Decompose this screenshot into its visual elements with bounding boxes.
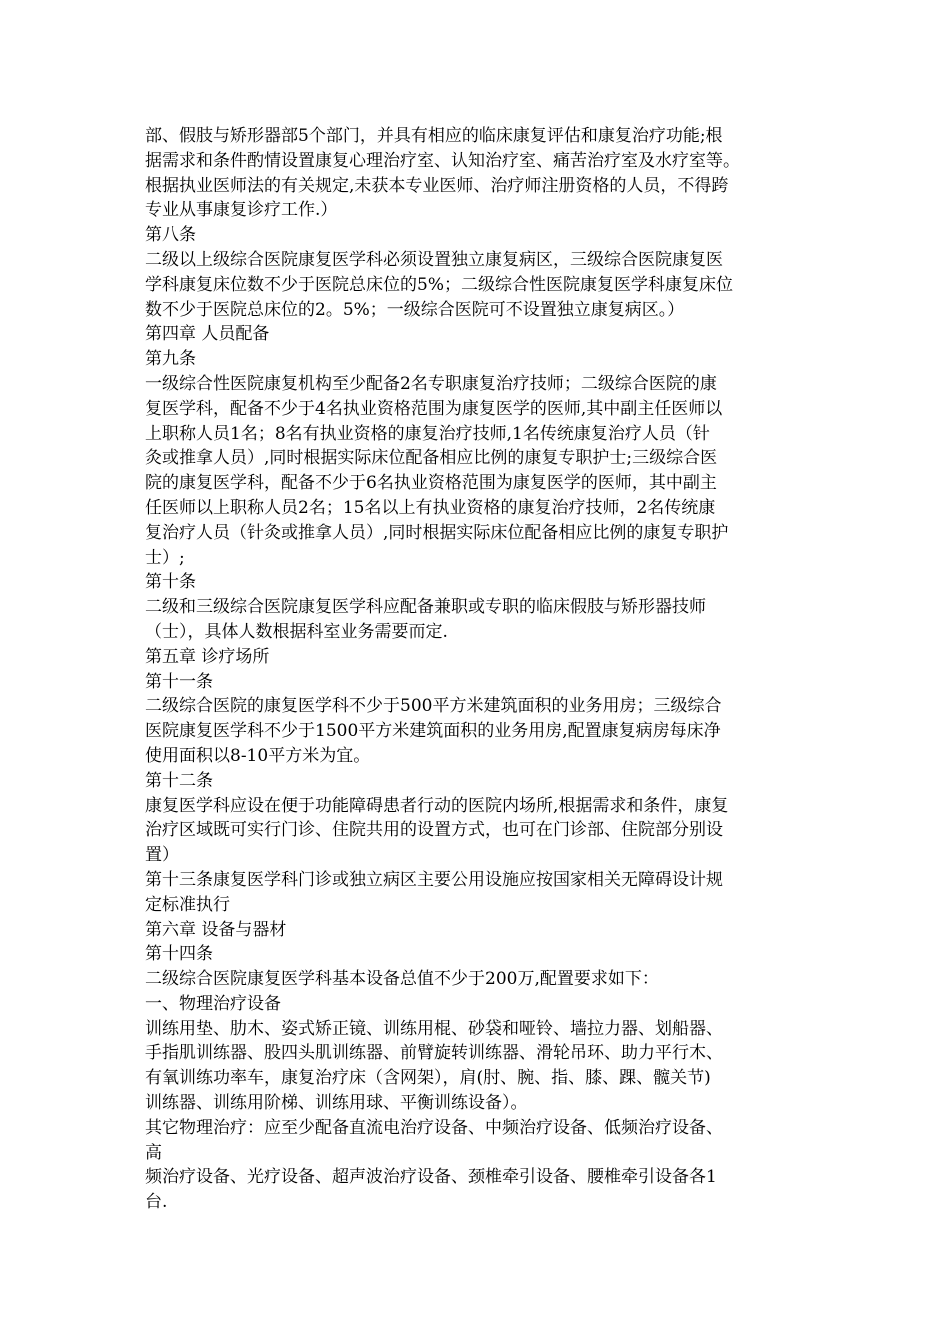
text-line: 第五章 诊疗场所 — [145, 646, 270, 667]
text-line: 第九条 — [145, 349, 196, 370]
text-line: 频治疗设备、光疗设备、超声波治疗设备、颈椎牵引设备、腰椎牵引设备各1 — [145, 1167, 717, 1188]
document-body — [145, 124, 815, 1215]
text-line: 上职称人员1名；8名有执业资格的康复治疗技师,1名传统康复治疗人员（针 — [145, 423, 710, 444]
text-line: 训练器、训练用阶梯、训练用球、平衡训练设备）。 — [145, 1093, 528, 1114]
text-line: 第十四条 — [145, 944, 213, 965]
text-line: 高 — [145, 1142, 162, 1163]
text-line: 定标准执行 — [145, 894, 230, 915]
text-line: 一级综合性医院康复机构至少配备2名专职康复治疗技师；二级综合医院的康 — [145, 373, 717, 394]
text-line: 复医学科，配备不少于4名执业资格范围为康复医学的医师,其中副主任医师以 — [145, 398, 723, 419]
text-line: 数不少于医院总床位的2。5%；一级综合医院可不设置独立康复病区。） — [145, 299, 685, 320]
text-line: 士）; — [145, 547, 185, 568]
text-line: 根据执业医师法的有关规定,未获本专业医师、治疗师注册资格的人员，不得跨 — [145, 175, 729, 196]
text-line: 二级和三级综合医院康复医学科应配备兼职或专职的临床假肢与矫形器技师 — [145, 597, 706, 618]
text-line: 台. — [145, 1192, 168, 1213]
text-line: 康复医学科应设在便于功能障碍患者行动的医院内场所,根据需求和条件，康复 — [145, 795, 729, 816]
text-line: 第八条 — [145, 225, 196, 246]
text-line: 二级综合医院康复医学科基本设备总值不少于200万,配置要求如下： — [145, 969, 659, 990]
text-line: 部、假肢与矫形器部5个部门，并具有相应的临床康复评估和康复治疗功能;根 — [145, 126, 723, 146]
text-line: 任医师以上职称人员2名；15名以上有执业资格的康复治疗技师，2名传统康 — [145, 497, 716, 518]
text-line: 使用面积以8-10平方米为宜。 — [145, 745, 371, 766]
text-line: 灸或推拿人员）,同时根据实际床位配备相应比例的康复专职护士;三级综合医 — [145, 448, 718, 469]
text-line: 第四章 人员配备 — [145, 324, 270, 345]
text-line: 第十条 — [145, 572, 196, 593]
text-line: 手指肌训练器、股四头肌训练器、前臂旋转训练器、滑轮吊环、助力平行木、 — [145, 1043, 723, 1064]
text-line: 第十一条 — [145, 671, 213, 692]
text-line: 有氧训练功率车，康复治疗床（含网架），肩(肘、腕、指、膝、踝、髋关节) — [145, 1068, 711, 1089]
text-line: 训练用垫、肋木、姿式矫正镜、训练用棍、砂袋和哑铃、墙拉力器、划船器、 — [145, 1018, 723, 1039]
text-line: 专业从事康复诊疗工作.） — [145, 200, 338, 221]
text-line: 置） — [145, 845, 179, 866]
text-line: 据需求和条件酌情设置康复心理治疗室、认知治疗室、痛苦治疗室及水疗室等。 — [145, 150, 740, 171]
text-line: 第十二条 — [145, 770, 213, 791]
text-line: 第六章 设备与器材 — [145, 919, 287, 940]
text-line: （士），具体人数根据科室业务需要而定. — [145, 621, 448, 642]
text-line: 二级综合医院的康复医学科不少于500平方米建筑面积的业务用房；三级综合 — [145, 696, 722, 717]
text-line: 医院康复医学科不少于1500平方米建筑面积的业务用房,配置康复病房每床净 — [145, 721, 721, 742]
text-line: 学科康复床位数不少于医院总床位的5%；二级综合性医院康复医学科康复床位 — [145, 274, 733, 295]
text-line: 二级以上级综合医院康复医学科必须设置独立康复病区，三级综合医院康复医 — [145, 249, 723, 270]
text-line: 第十三条康复医学科门诊或独立病区主要公用设施应按国家相关无障碍设计规 — [145, 869, 723, 890]
text-line: 院的康复医学科，配备不少于6名执业资格范围为康复医学的医师，其中副主 — [145, 473, 717, 494]
text-line: 治疗区域既可实行门诊、住院共用的设置方式，也可在门诊部、住院部分别设 — [145, 820, 723, 841]
text-line: 一、物理治疗设备 — [145, 993, 281, 1014]
text-line: 其它物理治疗：应至少配备直流电治疗设备、中频治疗设备、低频治疗设备、 — [145, 1117, 723, 1138]
text-line: 复治疗人员（针灸或推拿人员）,同时根据实际床位配备相应比例的康复专职护 — [145, 522, 729, 543]
